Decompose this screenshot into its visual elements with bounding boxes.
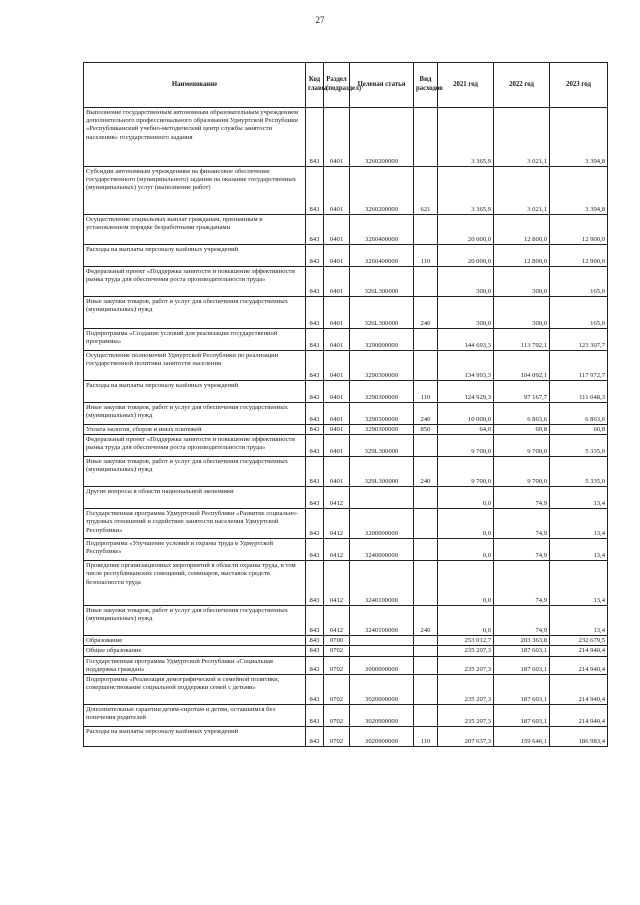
table-row <box>84 245 608 267</box>
row-expense-type: 240 <box>414 403 438 425</box>
row-2021: 20 000,0 <box>438 245 494 267</box>
row-2022: 12 800,0 <box>494 215 550 245</box>
row-code: 843 <box>306 329 324 351</box>
row-name: Подпрограмма «Улучшение условий и охраны труда в Удмуртской Республике» <box>84 539 306 561</box>
budget-table <box>83 62 608 747</box>
row-2023: 123 307,7 <box>550 329 608 351</box>
row-expense-type <box>414 329 438 351</box>
table-row <box>84 403 608 425</box>
row-code: 843 <box>306 381 324 403</box>
row-2021: 0,0 <box>438 539 494 561</box>
row-2022: 97 167,7 <box>494 381 550 403</box>
row-2021: 124 929,3 <box>438 381 494 403</box>
row-name: Расходы на выплаты персоналу казённых учреждений <box>84 245 306 267</box>
row-target: 3290300000 <box>350 351 414 381</box>
table-row <box>84 329 608 351</box>
row-target: 3020900000 <box>350 727 414 747</box>
row-expense-type: 621 <box>414 167 438 215</box>
row-target: 3290300000 <box>350 425 414 435</box>
row-2022: 104 092,1 <box>494 351 550 381</box>
row-2021: 134 993,3 <box>438 351 494 381</box>
table-row <box>84 656 608 674</box>
row-section: 0401 <box>324 435 350 457</box>
row-2022: 300,0 <box>494 297 550 329</box>
row-expense-type <box>414 487 438 509</box>
row-section: 0401 <box>324 351 350 381</box>
row-2023: 186 983,4 <box>550 727 608 747</box>
row-code: 843 <box>306 167 324 215</box>
row-2021: 10 000,0 <box>438 403 494 425</box>
row-target: 3290300000 <box>350 381 414 403</box>
row-name: Иные закупки товаров, работ и услуг для обеспечения государственных (муниципальных) нужд <box>84 606 306 636</box>
row-target: 3240100000 <box>350 561 414 606</box>
table-row <box>84 727 608 747</box>
row-name: Иные закупки товаров, работ и услуг для обеспечения государственных (муниципальных) нужд <box>84 457 306 487</box>
row-2023: 12 900,0 <box>550 245 608 267</box>
row-expense-type: 850 <box>414 425 438 435</box>
table-row <box>84 606 608 636</box>
row-expense-type <box>414 215 438 245</box>
row-section: 0412 <box>324 539 350 561</box>
row-section: 0412 <box>324 606 350 636</box>
row-section: 0412 <box>324 561 350 606</box>
row-2022: 6 863,6 <box>494 403 550 425</box>
table-row <box>84 351 608 381</box>
row-expense-type <box>414 539 438 561</box>
row-code: 843 <box>306 509 324 539</box>
row-target: 3290300000 <box>350 403 414 425</box>
row-target: 326L300000 <box>350 297 414 329</box>
row-2021: 300,0 <box>438 267 494 297</box>
row-2021: 9 700,0 <box>438 435 494 457</box>
row-2022: 3 021,1 <box>494 167 550 215</box>
table-row <box>84 509 608 539</box>
row-2021: 300,0 <box>438 297 494 329</box>
row-2022: 300,0 <box>494 267 550 297</box>
row-code: 843 <box>306 351 324 381</box>
row-code: 843 <box>306 215 324 245</box>
row-name: Образование <box>84 636 306 646</box>
row-code: 843 <box>306 403 324 425</box>
row-2022: 74,9 <box>494 487 550 509</box>
row-2023: 165,0 <box>550 297 608 329</box>
row-2022: 113 792,1 <box>494 329 550 351</box>
row-2023: 13,4 <box>550 539 608 561</box>
row-2021: 235 207,3 <box>438 656 494 674</box>
row-2022: 9 700,0 <box>494 457 550 487</box>
row-target <box>350 646 414 656</box>
row-section: 0702 <box>324 646 350 656</box>
row-expense-type <box>414 267 438 297</box>
row-name: Расходы на выплаты персоналу казённых учреждений <box>84 381 306 403</box>
row-2023: 214 940,4 <box>550 656 608 674</box>
row-2022: 187 603,1 <box>494 705 550 727</box>
row-code: 843 <box>306 539 324 561</box>
row-section: 0401 <box>324 267 350 297</box>
row-expense-type <box>414 656 438 674</box>
row-expense-type: 110 <box>414 727 438 747</box>
row-target: 3240100000 <box>350 606 414 636</box>
row-2022: 159 646,1 <box>494 727 550 747</box>
row-code: 843 <box>306 636 324 646</box>
row-expense-type <box>414 351 438 381</box>
row-section: 0401 <box>324 108 350 167</box>
table-row <box>84 167 608 215</box>
row-2023: 5 335,0 <box>550 435 608 457</box>
row-target: 3240000000 <box>350 539 414 561</box>
row-section: 0702 <box>324 727 350 747</box>
row-name: Уплата налогов, сборов и иных платежей <box>84 425 306 435</box>
row-target <box>350 487 414 509</box>
row-target: 3200000000 <box>350 509 414 539</box>
row-2022: 74,9 <box>494 561 550 606</box>
header-expense-type: Вид расходов <box>414 63 438 108</box>
row-2023: 111 048,3 <box>550 381 608 403</box>
row-2021: 235 207,3 <box>438 646 494 656</box>
row-target: 329L300000 <box>350 435 414 457</box>
table-row <box>84 297 608 329</box>
row-2023: 3 394,8 <box>550 108 608 167</box>
row-2021: 0,0 <box>438 606 494 636</box>
row-section: 0401 <box>324 215 350 245</box>
row-section: 0702 <box>324 705 350 727</box>
row-name: Другие вопросы в области национальной экономики <box>84 487 306 509</box>
row-2021: 0,0 <box>438 509 494 539</box>
row-2022: 9 700,0 <box>494 435 550 457</box>
row-target: 3260200000 <box>350 167 414 215</box>
row-target: 3290000000 <box>350 329 414 351</box>
row-expense-type <box>414 646 438 656</box>
row-2022: 3 021,1 <box>494 108 550 167</box>
page-number: 27 <box>315 15 325 25</box>
row-2021: 3 365,9 <box>438 167 494 215</box>
row-code: 843 <box>306 245 324 267</box>
row-section: 0401 <box>324 403 350 425</box>
row-2022: 74,9 <box>494 539 550 561</box>
row-name: Федеральный проект «Поддержка занятости и повышение эффективности рынка труда для обеспечения роста производительности труда» <box>84 435 306 457</box>
row-2021: 9 700,0 <box>438 457 494 487</box>
row-section: 0401 <box>324 457 350 487</box>
row-code: 843 <box>306 425 324 435</box>
row-expense-type: 110 <box>414 381 438 403</box>
row-2021: 235 207,3 <box>438 675 494 705</box>
row-2021: 253 012,7 <box>438 636 494 646</box>
row-2023: 13,4 <box>550 487 608 509</box>
table-row <box>84 108 608 167</box>
table-row <box>84 267 608 297</box>
row-name: Иные закупки товаров, работ и услуг для обеспечения государственных (муниципальных) нужд <box>84 297 306 329</box>
table-row <box>84 215 608 245</box>
row-2023: 13,4 <box>550 606 608 636</box>
row-section: 0401 <box>324 297 350 329</box>
table-row <box>84 561 608 606</box>
table-row <box>84 539 608 561</box>
table-row <box>84 705 608 727</box>
header-section: Раздел (подраздел) <box>324 63 350 108</box>
row-2021: 64,0 <box>438 425 494 435</box>
table-row <box>84 381 608 403</box>
row-code: 843 <box>306 487 324 509</box>
row-2022: 187 603,1 <box>494 675 550 705</box>
row-target: 329L300000 <box>350 457 414 487</box>
row-2022: 60,8 <box>494 425 550 435</box>
header-2023: 2023 год <box>550 63 608 108</box>
row-expense-type: 240 <box>414 297 438 329</box>
row-2023: 12 900,0 <box>550 215 608 245</box>
row-expense-type <box>414 705 438 727</box>
row-name: Проведение организационных мероприятий в области охраны труда, в том числе республиканских совещаний, семинаров, выставок средств безопасности труда <box>84 561 306 606</box>
row-name: Подпрограмма «Создание условий для реализации государственной программы» <box>84 329 306 351</box>
row-name: Государственная программа Удмуртской Республики «Развитие социально-трудовых отношений и содействие занятости населения Удмуртской Республики» <box>84 509 306 539</box>
header-code: Код главы <box>306 63 324 108</box>
row-name: Федеральный проект «Поддержка занятости и повышение эффективности рынка труда для обеспечения роста производительности труда» <box>84 267 306 297</box>
row-2022: 187 603,1 <box>494 646 550 656</box>
row-2023: 13,4 <box>550 561 608 606</box>
row-code: 843 <box>306 656 324 674</box>
row-2021: 144 693,3 <box>438 329 494 351</box>
row-target: 3020900000 <box>350 705 414 727</box>
row-target <box>350 636 414 646</box>
row-code: 843 <box>306 297 324 329</box>
row-expense-type <box>414 636 438 646</box>
row-section: 0702 <box>324 675 350 705</box>
row-code: 843 <box>306 646 324 656</box>
row-section: 0401 <box>324 381 350 403</box>
row-name: Расходы на выплаты персоналу казённых учреждений <box>84 727 306 747</box>
row-section: 0412 <box>324 509 350 539</box>
row-2023: 6 863,6 <box>550 403 608 425</box>
row-2021: 3 365,9 <box>438 108 494 167</box>
row-target: 3000000000 <box>350 656 414 674</box>
header-name: Наименование <box>84 63 306 108</box>
row-2023: 60,8 <box>550 425 608 435</box>
header-2022: 2022 год <box>494 63 550 108</box>
header-2021: 2021 год <box>438 63 494 108</box>
row-2022: 74,9 <box>494 606 550 636</box>
row-2023: 214 940,4 <box>550 646 608 656</box>
row-code: 843 <box>306 675 324 705</box>
row-2022: 12 800,0 <box>494 245 550 267</box>
row-name: Государственная программа Удмуртской Республики «Социальная поддержка граждан» <box>84 656 306 674</box>
table-row <box>84 457 608 487</box>
table-row <box>84 487 608 509</box>
row-section: 0401 <box>324 167 350 215</box>
row-2023: 5 335,0 <box>550 457 608 487</box>
row-name: Осуществление полномочий Удмуртской Республики по реализации государственной политики занятости населения <box>84 351 306 381</box>
row-code: 843 <box>306 108 324 167</box>
table-row <box>84 675 608 705</box>
row-2023: 232 679,5 <box>550 636 608 646</box>
row-name: Выполнение государственным автономным образовательным учреждением дополнительного профессионального образования Удмуртской Республики «Республиканский учебно-методический центр службы занятости населения» государственного задания <box>84 108 306 167</box>
row-2022: 187 603,1 <box>494 656 550 674</box>
table-header-row <box>84 63 608 108</box>
row-2023: 3 394,8 <box>550 167 608 215</box>
row-2023: 165,0 <box>550 267 608 297</box>
row-expense-type: 110 <box>414 245 438 267</box>
row-name: Общее образование <box>84 646 306 656</box>
row-section: 0401 <box>324 329 350 351</box>
row-expense-type <box>414 108 438 167</box>
row-code: 843 <box>306 727 324 747</box>
row-2023: 214 940,4 <box>550 675 608 705</box>
row-code: 843 <box>306 561 324 606</box>
row-expense-type <box>414 509 438 539</box>
row-code: 843 <box>306 457 324 487</box>
row-name: Дополнительные гарантии детям-сиротам и детям, оставшимся без попечения родителей <box>84 705 306 727</box>
row-code: 843 <box>306 435 324 457</box>
table-row <box>84 435 608 457</box>
row-target: 326L300000 <box>350 267 414 297</box>
row-section: 0412 <box>324 487 350 509</box>
row-code: 843 <box>306 606 324 636</box>
row-section: 0401 <box>324 425 350 435</box>
row-2021: 0,0 <box>438 561 494 606</box>
row-code: 843 <box>306 705 324 727</box>
table-row <box>84 636 608 646</box>
row-2022: 203 363,8 <box>494 636 550 646</box>
row-target: 3260200000 <box>350 108 414 167</box>
row-2023: 117 972,7 <box>550 351 608 381</box>
row-expense-type <box>414 435 438 457</box>
row-target: 3260400000 <box>350 245 414 267</box>
header-target: Целевая статья <box>350 63 414 108</box>
row-2023: 13,4 <box>550 509 608 539</box>
row-section: 0702 <box>324 656 350 674</box>
row-name: Подпрограмма «Реализация демографической и семейной политики, совершенствование социальной поддержки семей с детьми» <box>84 675 306 705</box>
row-section: 0401 <box>324 245 350 267</box>
row-section: 0700 <box>324 636 350 646</box>
row-2023: 214 940,4 <box>550 705 608 727</box>
row-2022: 74,9 <box>494 509 550 539</box>
row-name: Осуществление социальных выплат гражданам, признанным в установленном порядке безработными гражданами <box>84 215 306 245</box>
row-code: 843 <box>306 267 324 297</box>
row-2021: 207 637,3 <box>438 727 494 747</box>
table-row <box>84 646 608 656</box>
row-target: 3260400000 <box>350 215 414 245</box>
row-expense-type <box>414 561 438 606</box>
row-expense-type: 240 <box>414 457 438 487</box>
row-name: Субсидии автономным учреждениям на финансовое обеспечение государственного (муниципального) задания на оказание государственных (муниципальных) услуг (выполнение работ) <box>84 167 306 215</box>
row-name: Иные закупки товаров, работ и услуг для обеспечения государственных (муниципальных) нужд <box>84 403 306 425</box>
row-2021: 235 207,3 <box>438 705 494 727</box>
row-expense-type <box>414 675 438 705</box>
row-2021: 20 000,0 <box>438 215 494 245</box>
row-target: 3020000000 <box>350 675 414 705</box>
table-row <box>84 425 608 435</box>
row-expense-type: 240 <box>414 606 438 636</box>
row-2021: 0,0 <box>438 487 494 509</box>
